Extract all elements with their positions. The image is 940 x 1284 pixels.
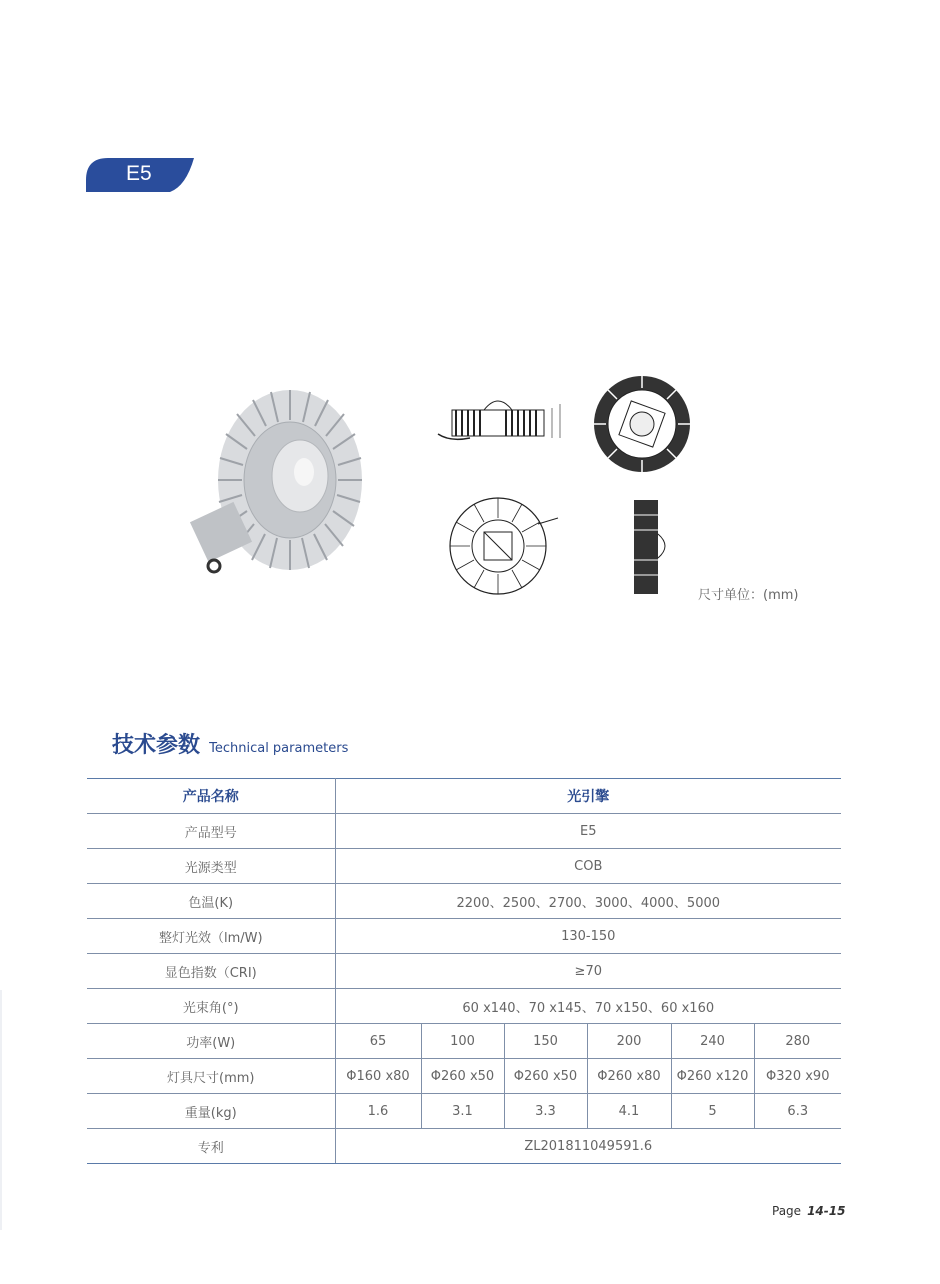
row-label: 色温(K) (87, 884, 335, 919)
row-value: ≥70 (335, 954, 841, 989)
row-label: 重量(kg) (87, 1094, 335, 1129)
size-cell: Φ260 x50 (504, 1059, 587, 1094)
power-cell: 280 (754, 1024, 841, 1059)
power-row (87, 1024, 841, 1059)
row-label: 光束角(°) (87, 989, 335, 1024)
page-prefix: Page (772, 1204, 802, 1218)
size-cell: Φ160 x80 (335, 1059, 421, 1094)
weight-cell: 4.1 (587, 1094, 671, 1129)
header-value: 光引擎 (335, 779, 841, 814)
table-row (87, 919, 841, 954)
page-number (772, 1204, 845, 1218)
header-label: 产品名称 (87, 779, 335, 814)
table-row (87, 884, 841, 919)
row-label: 产品型号 (87, 814, 335, 849)
table-row (87, 814, 841, 849)
weight-cell: 3.1 (421, 1094, 504, 1129)
weight-row (87, 1094, 841, 1129)
product-figures (0, 370, 940, 630)
row-value: 60 x140、70 x145、70 x150、60 x160 (335, 989, 841, 1024)
row-label: 专利 (87, 1129, 335, 1164)
size-cell: Φ260 x80 (587, 1059, 671, 1094)
row-value: ZL201811049591.6 (335, 1129, 841, 1164)
row-label: 整灯光效（lm/W) (87, 919, 335, 954)
table-row (87, 849, 841, 884)
power-cell: 100 (421, 1024, 504, 1059)
row-label: 显色指数（CRI) (87, 954, 335, 989)
power-cell: 150 (504, 1024, 587, 1059)
product-render-image (190, 390, 362, 572)
product-tag (86, 158, 194, 192)
power-cell: 65 (335, 1024, 421, 1059)
power-cell: 200 (587, 1024, 671, 1059)
size-cell: Φ260 x120 (671, 1059, 754, 1094)
tag-label: E5 (126, 162, 152, 185)
front-view-drawing (450, 498, 558, 594)
row-value: 130-150 (335, 919, 841, 954)
size-cell: Φ260 x50 (421, 1059, 504, 1094)
top-view-drawing (594, 376, 690, 472)
table-header-row (87, 779, 841, 814)
patent-row (87, 1129, 841, 1164)
page-number-value: 14-15 (807, 1204, 846, 1218)
unit-note: 尺寸单位：(mm) (698, 588, 799, 603)
page-edge-line (0, 990, 2, 1230)
weight-cell: 6.3 (754, 1094, 841, 1129)
row-label: 灯具尺寸(mm) (87, 1059, 335, 1094)
row-value: COB (335, 849, 841, 884)
table-row (87, 989, 841, 1024)
size-cell: Φ320 x90 (754, 1059, 841, 1094)
section-title-cn: 技术参数 (112, 733, 201, 758)
edge-view-drawing (634, 500, 665, 594)
weight-cell: 3.3 (504, 1094, 587, 1129)
weight-cell: 5 (671, 1094, 754, 1129)
size-row (87, 1059, 841, 1094)
power-cell: 240 (671, 1024, 754, 1059)
row-value: E5 (335, 814, 841, 849)
row-label: 光源类型 (87, 849, 335, 884)
row-label: 功率(W) (87, 1024, 335, 1059)
parameters-table (87, 778, 841, 1164)
section-title-en: Technical parameters (209, 741, 349, 756)
weight-cell: 1.6 (335, 1094, 421, 1129)
table-row (87, 954, 841, 989)
side-view-drawing (438, 401, 560, 439)
section-title (112, 728, 348, 759)
row-value: 2200、2500、2700、3000、4000、5000 (335, 884, 841, 919)
